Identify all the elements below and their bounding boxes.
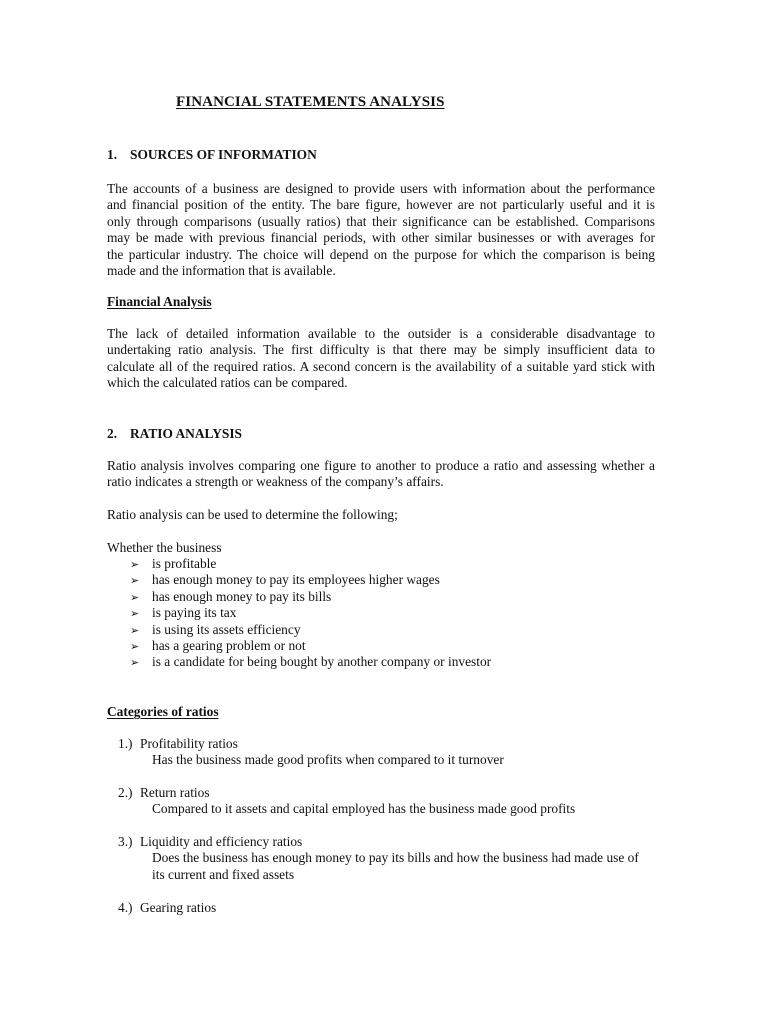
category-item-return	[118, 785, 667, 818]
list-item	[130, 622, 491, 638]
list-item	[130, 638, 491, 654]
arrow-bullet-icon: ➢	[130, 656, 140, 670]
list-item-text: is paying its tax	[152, 605, 237, 621]
category-number: 3.)	[118, 834, 133, 849]
list-intro: Whether the business	[107, 540, 222, 555]
category-description: its current and fixed assets	[152, 866, 295, 882]
section-1-heading	[107, 147, 317, 163]
arrow-bullet-icon: ➢	[130, 558, 140, 571]
list-item	[130, 605, 491, 621]
paragraph-line: which the calculated ratios can be compared.	[107, 375, 348, 391]
list-item	[130, 572, 491, 588]
category-item-liquidity	[118, 834, 667, 883]
financial-analysis-heading: Financial Analysis	[107, 294, 212, 309]
financial-analysis-paragraph	[107, 326, 655, 392]
category-title: Return ratios	[140, 785, 210, 800]
list-item-text: has enough money to pay its bills	[152, 588, 332, 604]
category-number: 2.)	[118, 785, 133, 800]
category-number: 4.)	[118, 900, 133, 915]
list-item-text: is using its assets efficiency	[152, 621, 301, 637]
list-item	[130, 556, 491, 572]
arrow-bullet-icon: ➢	[130, 639, 140, 653]
categories-heading: Categories of ratios	[107, 704, 219, 719]
section-2-paragraph-2: Ratio analysis can be used to determine the following;	[107, 507, 398, 522]
section-2-heading	[107, 426, 242, 442]
category-title: Liquidity and efficiency ratios	[140, 834, 303, 849]
section-1-title: SOURCES OF INFORMATION	[130, 147, 317, 162]
paragraph-line: the particular industry. The choice will depend on the purpose for which the comparison is being	[107, 246, 655, 262]
list-item-text: is a candidate for being bought by another company or investor	[152, 654, 492, 670]
section-2-paragraph	[107, 458, 655, 491]
category-description: Has the business made good profits when compared to it turnover	[152, 752, 504, 768]
paragraph-line: ratio indicates a strength or weakness of the company’s affairs.	[107, 474, 444, 490]
paragraph-line: and financial position of the entity. The bare figure, however are not particularly useful and it is	[107, 197, 655, 213]
category-description: Does the business has enough money to pay its bills and how the business had made use of	[152, 850, 639, 866]
arrow-bullet-icon: ➢	[130, 623, 140, 637]
paragraph-line: calculate all of the required ratios. A second concern is the availability of a suitable yard stick with	[107, 358, 655, 374]
category-item-profitability	[118, 736, 667, 769]
paragraph-line: The accounts of a business are designed to provide users with information about the performance	[107, 181, 655, 196]
list-item	[130, 654, 491, 670]
ratio-uses-list	[130, 556, 491, 671]
paragraph-line: Ratio analysis involves comparing one figure to another to produce a ratio and assessing whether a	[107, 458, 655, 473]
category-title: Profitability ratios	[140, 736, 238, 751]
paragraph-line: made and the information that is available.	[107, 263, 336, 279]
section-2-number: 2.	[107, 426, 118, 441]
list-item-text: is profitable	[152, 556, 217, 571]
document-title: FINANCIAL STATEMENTS ANALYSIS	[176, 94, 445, 110]
paragraph-line: The lack of detailed information available to the outsider is a considerable disadvantage to	[107, 326, 655, 341]
list-item-text: has enough money to pay its employees higher wages	[152, 572, 440, 588]
category-description: Compared to it assets and capital employed has the business made good profits	[152, 801, 576, 817]
category-number: 1.)	[118, 736, 133, 751]
section-1-number: 1.	[107, 147, 118, 162]
arrow-bullet-icon: ➢	[130, 574, 140, 588]
paragraph-line: only through comparisons (usually ratios) that their significance can be established. Comparisons	[107, 213, 655, 229]
category-item-gearing	[118, 900, 216, 916]
list-item-text: has a gearing problem or not	[152, 637, 306, 653]
category-title: Gearing ratios	[140, 900, 217, 915]
section-1-paragraph	[107, 181, 655, 279]
list-item	[130, 589, 491, 605]
section-2-title: RATIO ANALYSIS	[130, 426, 243, 441]
arrow-bullet-icon: ➢	[130, 607, 140, 621]
arrow-bullet-icon: ➢	[130, 590, 140, 604]
paragraph-line: may be made with previous financial periods, with other similar businesses or with averages for	[107, 230, 655, 246]
paragraph-line: undertaking ratio analysis. The first difficulty is that there may be simply insufficient data to	[107, 342, 655, 358]
